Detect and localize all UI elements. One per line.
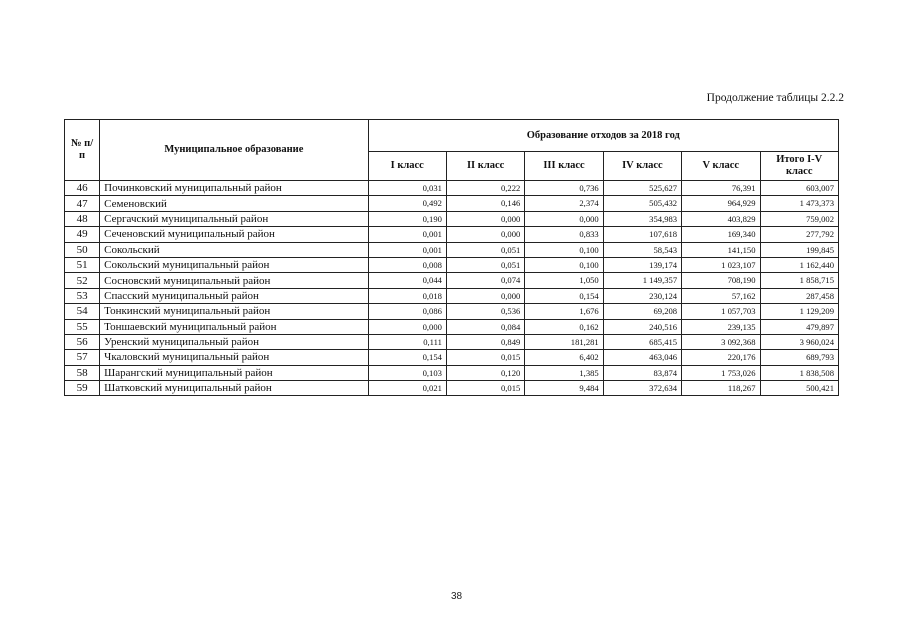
table-row	[65, 242, 839, 257]
municipality-name: Спасский муниципальный район	[100, 288, 368, 303]
table-row	[65, 381, 839, 396]
header-class-4: IV класс	[603, 152, 681, 181]
value-class-2: 0,849	[446, 334, 524, 349]
value-class-3: 0,100	[525, 257, 603, 272]
value-class-1: 0,001	[368, 242, 446, 257]
value-class-2: 0,536	[446, 304, 524, 319]
table-row	[65, 227, 839, 242]
value-class-1: 0,492	[368, 196, 446, 211]
value-total: 1 838,508	[760, 365, 839, 380]
value-total: 1 162,440	[760, 257, 839, 272]
value-class-5: 1 057,703	[682, 304, 760, 319]
value-class-1: 0,103	[368, 365, 446, 380]
value-class-1: 0,190	[368, 211, 446, 226]
value-class-5: 169,340	[682, 227, 760, 242]
table-header	[65, 120, 839, 181]
value-total: 1 858,715	[760, 273, 839, 288]
table-row	[65, 350, 839, 365]
value-class-5: 141,150	[682, 242, 760, 257]
waste-generation-table	[64, 119, 839, 396]
municipality-name: Семеновский	[100, 196, 368, 211]
value-total: 277,792	[760, 227, 839, 242]
value-class-2: 0,222	[446, 181, 524, 196]
value-class-3: 2,374	[525, 196, 603, 211]
value-class-1: 0,044	[368, 273, 446, 288]
value-class-2: 0,000	[446, 227, 524, 242]
table-row	[65, 196, 839, 211]
value-class-3: 1,676	[525, 304, 603, 319]
value-class-3: 1,385	[525, 365, 603, 380]
value-class-4: 505,432	[603, 196, 681, 211]
municipality-name: Починковский муниципальный район	[100, 181, 368, 196]
value-class-2: 0,146	[446, 196, 524, 211]
row-number: 56	[65, 334, 100, 349]
value-class-2: 0,074	[446, 273, 524, 288]
row-number: 48	[65, 211, 100, 226]
value-class-5: 3 092,368	[682, 334, 760, 349]
value-class-5: 708,190	[682, 273, 760, 288]
value-total: 689,793	[760, 350, 839, 365]
value-class-2: 0,000	[446, 211, 524, 226]
value-class-4: 685,415	[603, 334, 681, 349]
header-class-total: Итого I-V класс	[760, 152, 839, 181]
value-class-3: 0,000	[525, 211, 603, 226]
row-number: 57	[65, 350, 100, 365]
value-class-3: 0,736	[525, 181, 603, 196]
value-class-1: 0,018	[368, 288, 446, 303]
row-number: 49	[65, 227, 100, 242]
row-number: 53	[65, 288, 100, 303]
value-class-5: 1 753,026	[682, 365, 760, 380]
page-number: 38	[450, 591, 463, 602]
value-class-4: 354,983	[603, 211, 681, 226]
municipality-name: Сокольский	[100, 242, 368, 257]
value-class-4: 240,516	[603, 319, 681, 334]
value-class-1: 0,154	[368, 350, 446, 365]
table-continuation-caption: Продолжение таблицы 2.2.2	[706, 92, 844, 104]
row-number: 59	[65, 381, 100, 396]
table-row	[65, 288, 839, 303]
table-row	[65, 181, 839, 196]
value-class-1: 0,086	[368, 304, 446, 319]
value-total: 479,897	[760, 319, 839, 334]
value-class-1: 0,001	[368, 227, 446, 242]
row-number: 46	[65, 181, 100, 196]
value-class-5: 76,391	[682, 181, 760, 196]
table-row	[65, 304, 839, 319]
header-class-5: V класс	[682, 152, 760, 181]
value-class-3: 6,402	[525, 350, 603, 365]
municipality-name: Сокольский муниципальный район	[100, 257, 368, 272]
value-class-2: 0,120	[446, 365, 524, 380]
municipality-name: Тонкинский муниципальный район	[100, 304, 368, 319]
value-total: 287,458	[760, 288, 839, 303]
value-class-1: 0,031	[368, 181, 446, 196]
value-class-2: 0,051	[446, 242, 524, 257]
header-class-3: III класс	[525, 152, 603, 181]
municipality-name: Шатковский муниципальный район	[100, 381, 368, 396]
row-number: 55	[65, 319, 100, 334]
value-class-3: 181,281	[525, 334, 603, 349]
value-class-1: 0,000	[368, 319, 446, 334]
header-waste-group: Образование отходов за 2018 год	[368, 120, 838, 152]
row-number: 50	[65, 242, 100, 257]
value-class-1: 0,008	[368, 257, 446, 272]
value-class-5: 239,135	[682, 319, 760, 334]
value-class-3: 0,162	[525, 319, 603, 334]
value-total: 1 129,209	[760, 304, 839, 319]
value-class-1: 0,021	[368, 381, 446, 396]
municipality-name: Сеченовский муниципальный район	[100, 227, 368, 242]
value-class-4: 69,208	[603, 304, 681, 319]
header-row-top	[65, 120, 839, 152]
municipality-name: Чкаловский муниципальный район	[100, 350, 368, 365]
value-class-3: 0,154	[525, 288, 603, 303]
value-class-4: 139,174	[603, 257, 681, 272]
value-class-2: 0,015	[446, 381, 524, 396]
value-class-1: 0,111	[368, 334, 446, 349]
value-class-4: 83,874	[603, 365, 681, 380]
header-class-1: I класс	[368, 152, 446, 181]
value-class-4: 107,618	[603, 227, 681, 242]
table-row	[65, 273, 839, 288]
row-number: 58	[65, 365, 100, 380]
row-number: 52	[65, 273, 100, 288]
row-number: 54	[65, 304, 100, 319]
value-class-5: 220,176	[682, 350, 760, 365]
value-class-3: 9,484	[525, 381, 603, 396]
header-num: № п/п	[65, 120, 100, 181]
value-class-5: 57,162	[682, 288, 760, 303]
value-total: 759,002	[760, 211, 839, 226]
value-class-3: 0,100	[525, 242, 603, 257]
value-class-3: 0,833	[525, 227, 603, 242]
value-class-3: 1,050	[525, 273, 603, 288]
value-total: 3 960,024	[760, 334, 839, 349]
table-row	[65, 211, 839, 226]
value-class-4: 230,124	[603, 288, 681, 303]
value-class-2: 0,015	[446, 350, 524, 365]
municipality-name: Тоншаевский муниципальный район	[100, 319, 368, 334]
value-class-2: 0,084	[446, 319, 524, 334]
municipality-name: Сергачский муниципальный район	[100, 211, 368, 226]
value-class-4: 372,634	[603, 381, 681, 396]
value-total: 500,421	[760, 381, 839, 396]
row-number: 47	[65, 196, 100, 211]
value-class-2: 0,051	[446, 257, 524, 272]
table-row	[65, 319, 839, 334]
municipality-name: Уренский муниципальный район	[100, 334, 368, 349]
value-class-2: 0,000	[446, 288, 524, 303]
municipality-name: Сосновский муниципальный район	[100, 273, 368, 288]
value-class-4: 463,046	[603, 350, 681, 365]
value-class-4: 58,543	[603, 242, 681, 257]
value-class-5: 118,267	[682, 381, 760, 396]
value-total: 603,007	[760, 181, 839, 196]
value-total: 199,845	[760, 242, 839, 257]
value-class-4: 525,627	[603, 181, 681, 196]
table-row	[65, 334, 839, 349]
value-class-4: 1 149,357	[603, 273, 681, 288]
table-row	[65, 365, 839, 380]
table-row	[65, 257, 839, 272]
header-class-2: II класс	[446, 152, 524, 181]
header-municipality: Муниципальное образование	[100, 120, 368, 181]
value-class-5: 1 023,107	[682, 257, 760, 272]
value-total: 1 473,373	[760, 196, 839, 211]
value-class-5: 964,929	[682, 196, 760, 211]
municipality-name: Шарангский муниципальный район	[100, 365, 368, 380]
row-number: 51	[65, 257, 100, 272]
table-body	[65, 181, 839, 396]
value-class-5: 403,829	[682, 211, 760, 226]
